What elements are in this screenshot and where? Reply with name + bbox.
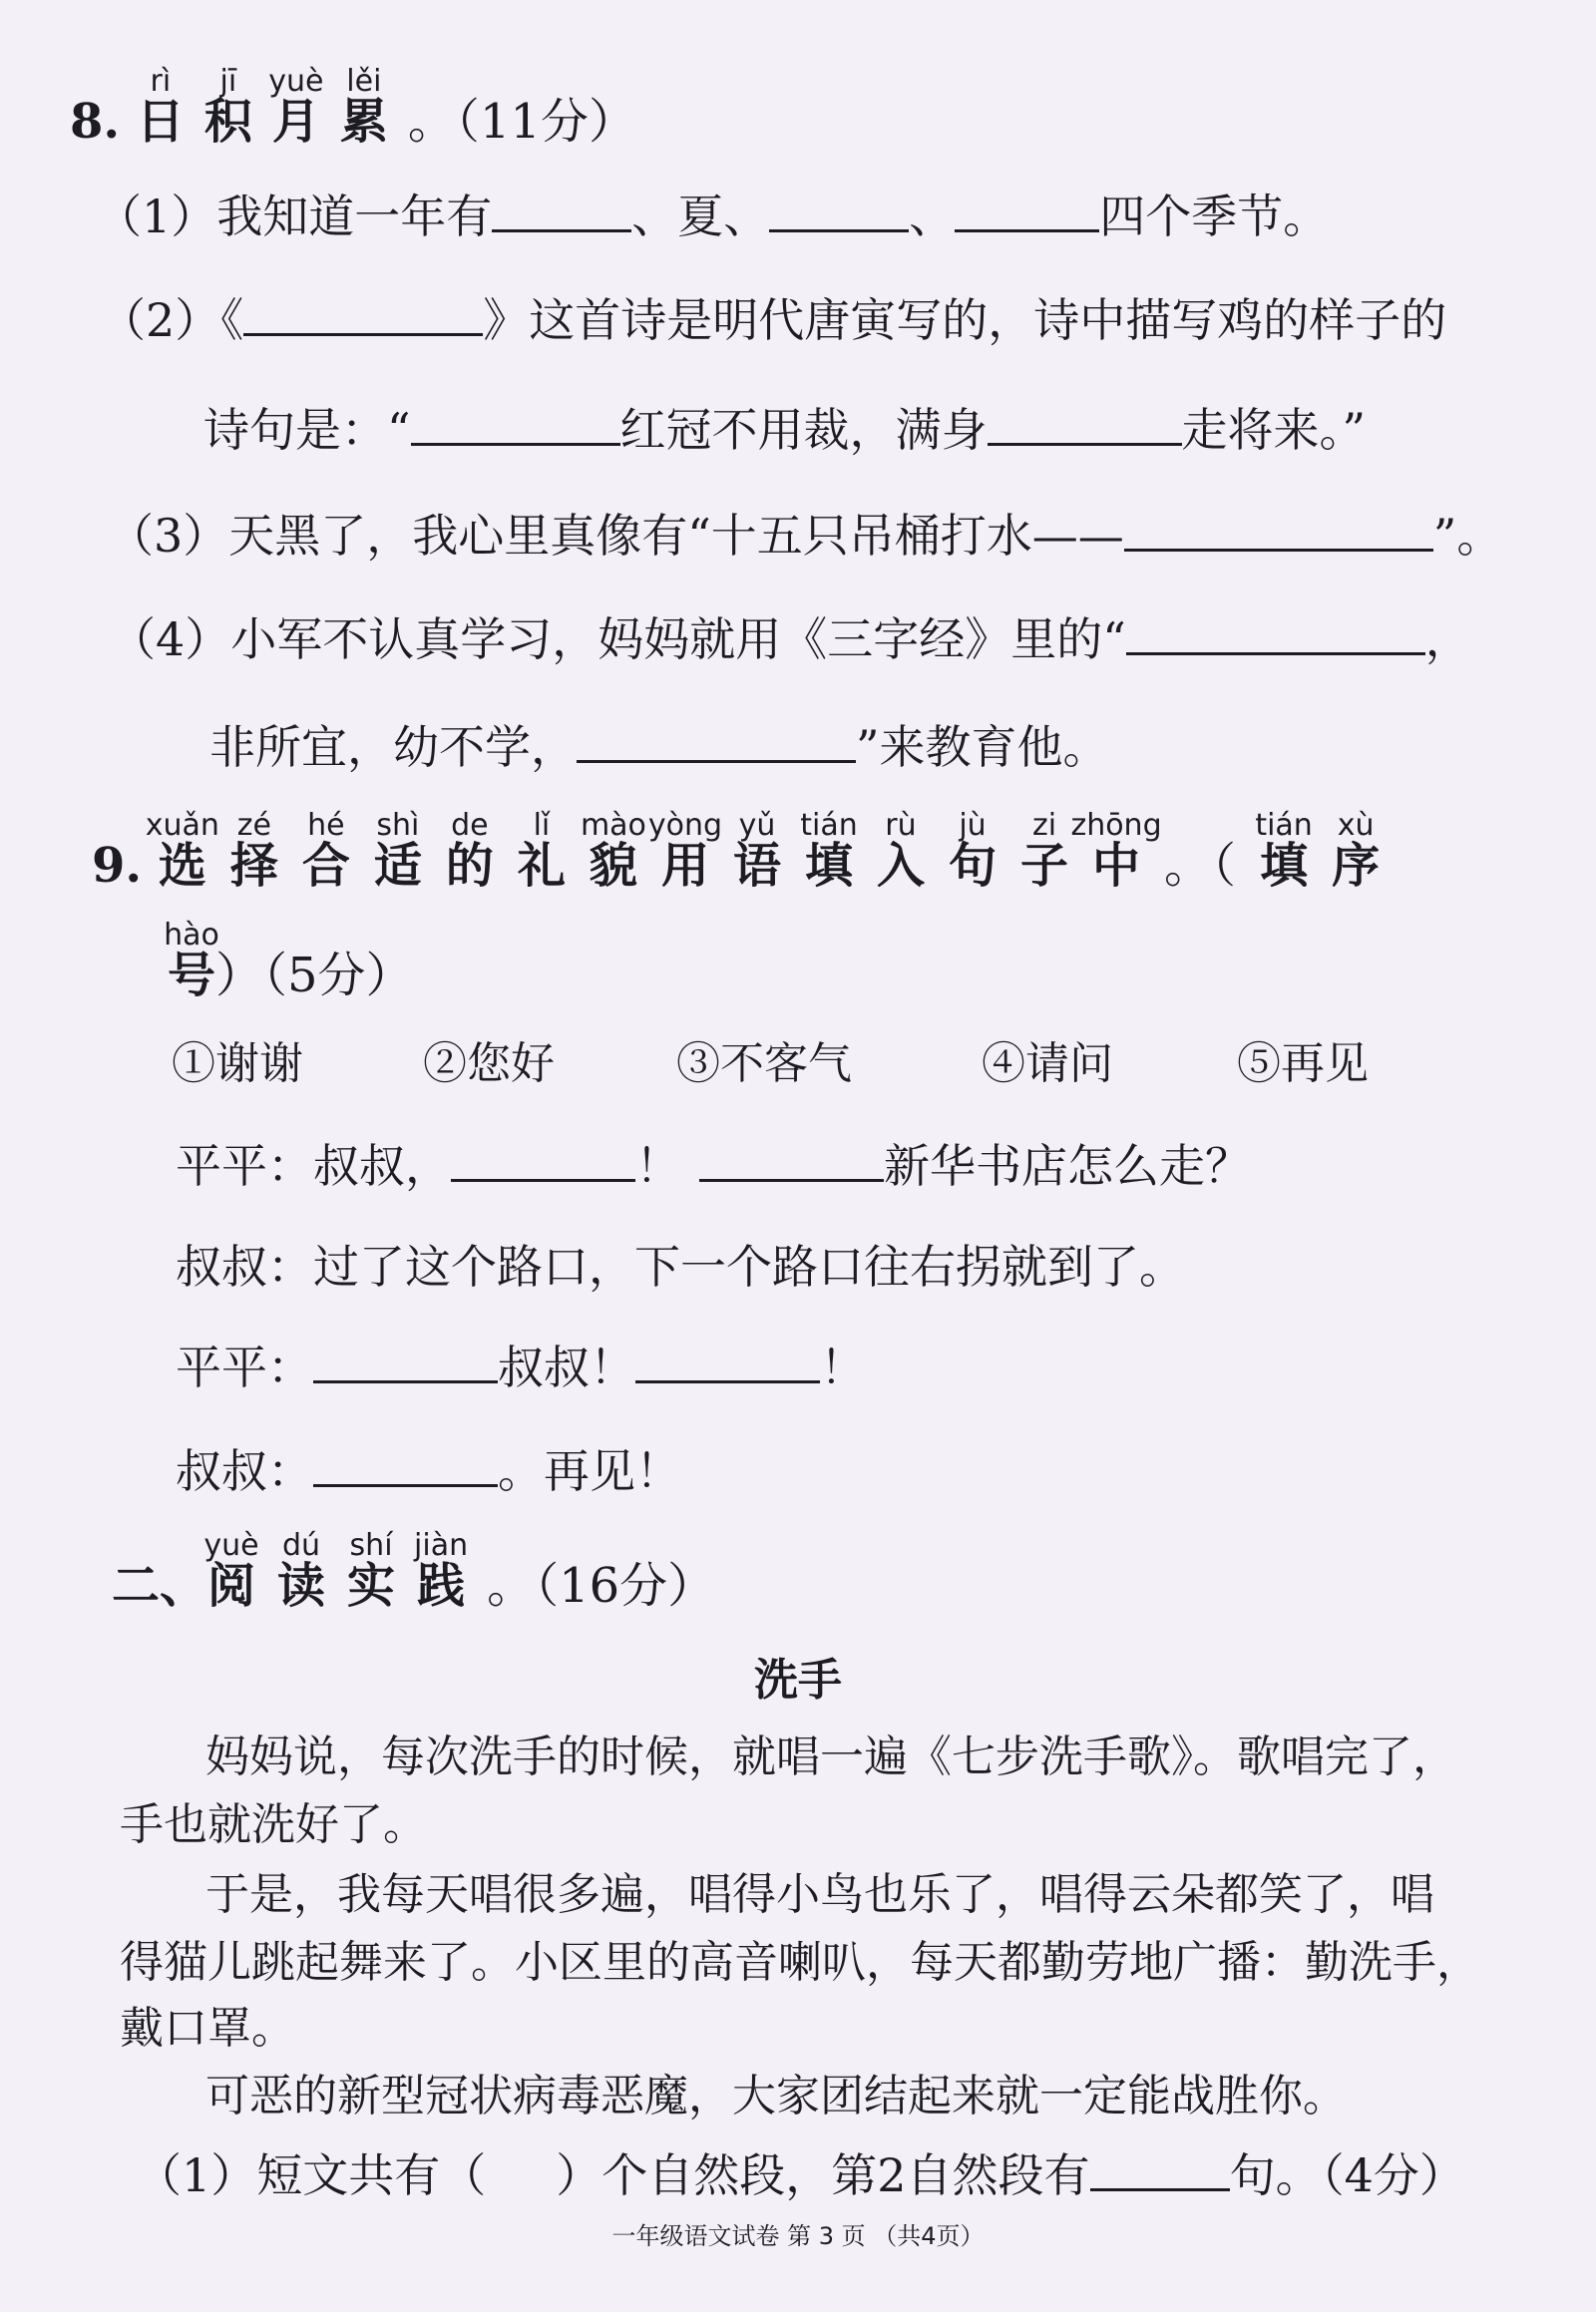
q9-title-char (1070, 808, 1162, 896)
q8-item4-text-d: ”来教育他。 (856, 720, 1109, 774)
q9-number: 9. (92, 838, 143, 894)
q9-title (92, 808, 1403, 896)
section2-q1-blank[interactable] (1090, 2144, 1230, 2191)
q9-title-line2 (164, 918, 414, 1005)
q8-title-char (268, 64, 324, 152)
q8-item2-blank-title[interactable] (243, 289, 483, 336)
section2-q1-text-a: （1）短文共有（ (136, 2148, 487, 2202)
q8-item1-text-d: 四个季节。 (1099, 190, 1330, 243)
section2-title-pinyin: shí (349, 1528, 393, 1563)
section2-title-hanzi: 读 (277, 1558, 326, 1614)
q9-title-char (301, 808, 350, 896)
q9-title-hanzi: 句 (949, 838, 998, 894)
q9-title-pinyin: de (451, 808, 489, 843)
q9-title-char (1020, 808, 1069, 896)
section2-title-char (347, 1528, 396, 1616)
q8-item2-blank2[interactable] (411, 399, 620, 446)
q8-title-hanzi: 月 (271, 94, 320, 150)
q8-title-char (136, 64, 185, 152)
q9-line2-char: 号 (168, 948, 216, 1003)
q8-item3-text-a: （3）天黑了，我心里真像有“十五只吊桶打水—— (108, 509, 1124, 563)
q8-item1-blank1[interactable] (492, 186, 631, 232)
q8-title-hanzi: 累 (339, 94, 388, 150)
q9-title-pinyin: tián (800, 808, 858, 843)
q9-line2-pinyin: hào (164, 918, 219, 953)
q9-option-2: ②您好 (423, 1038, 555, 1089)
q9-title-pinyin: hé (307, 808, 345, 843)
section2-q1-text-b: ）个自然段，第2自然段有 (556, 2148, 1090, 2202)
q9-title-hanzi: 的 (445, 838, 494, 894)
q8-item2-line1 (100, 289, 1446, 350)
q9-d1-blank1[interactable] (451, 1135, 635, 1182)
q8-item4-line2 (209, 716, 1109, 777)
passage-title: 洗手 (754, 1655, 842, 1706)
q9-title-pinyin: lǐ (533, 808, 551, 843)
q8-item1 (96, 186, 1329, 246)
q8-item3-text-b: ”。 (1432, 509, 1503, 563)
q8-title-pinyin: yuè (268, 64, 324, 99)
q9-option-1: ①谢谢 (172, 1038, 303, 1089)
q9-title-pinyin: xuǎn (145, 808, 219, 843)
q9-title-hanzi: 择 (229, 838, 278, 894)
q9-option-4: ④请问 (982, 1038, 1113, 1089)
passage-p2-line3: 戴口罩。 (120, 2003, 295, 2054)
q8-title-hanzi: 积 (203, 94, 252, 150)
q9-title-pinyin: xù (1337, 808, 1375, 843)
section2-title-char (414, 1528, 469, 1616)
section2-title-char (277, 1528, 326, 1616)
q9-title-char (647, 808, 723, 896)
q9-title-hanzi: 合 (301, 838, 350, 894)
q8-item3 (108, 505, 1502, 566)
q9-dialogue-3 (176, 1337, 866, 1397)
q9-title-hanzi: 语 (732, 838, 781, 894)
q9-dialogue-1 (176, 1135, 1251, 1196)
q8-item2-text-e: 走将来。” (1181, 403, 1367, 457)
q9-title-char (580, 808, 646, 896)
passage-p1-line2: 手也就洗好了。 (120, 1799, 427, 1850)
q9-title-char (732, 808, 781, 896)
q8-item4-text-b: ， (1424, 612, 1471, 666)
section2-q1 (136, 2144, 1465, 2205)
q9-d1-text-a: 平平：叔叔， (176, 1139, 451, 1193)
passage-p2-line1: 于是，我每天唱很多遍，唱得小鸟也乐了，唱得云朵都笑了，唱 (205, 1869, 1434, 1920)
section2-prefix: 二、 (112, 1558, 208, 1614)
q9-d4-blank[interactable] (313, 1440, 498, 1487)
q8-item2-text-d: 红冠不用裁，满身 (619, 403, 988, 457)
q9-title-hanzi: 序 (1332, 838, 1381, 894)
q9-dialogue-2: 叔叔：过了这个路口，下一个路口往右拐就到了。 (176, 1240, 1185, 1294)
q8-item2-text-b: 》这首诗是明代唐寅写的，诗中描写鸡的样子的 (483, 293, 1447, 347)
q9-option-3: ③不客气 (676, 1038, 852, 1089)
q9-title-char (949, 808, 998, 896)
q8-title-char (339, 64, 388, 152)
q9-title-char (876, 808, 925, 896)
q8-item4-line1 (110, 608, 1471, 669)
section2-title-chars (203, 1528, 487, 1614)
q8-item4-blank2[interactable] (577, 716, 856, 763)
q9-title-pinyin: zhōng (1070, 808, 1162, 843)
q9-title-pinyin: yòng (647, 808, 723, 843)
q8-title-pinyin: rì (150, 64, 172, 99)
q9-dialogue-4 (176, 1440, 681, 1501)
q9-d4-text-a: 叔叔： (176, 1444, 313, 1498)
q8-item1-text-c: 、 (909, 190, 956, 243)
section2-q1-text-c: 句。（4分） (1229, 2148, 1465, 2202)
q8-item2-line2 (203, 399, 1366, 460)
q9-d3-blank2[interactable] (635, 1337, 820, 1383)
q9-title-hanzi: 子 (1020, 838, 1069, 894)
q8-title-pinyin: jī (219, 64, 237, 99)
section2-title-pinyin: dú (282, 1528, 321, 1563)
q9-title-hanzi: 填 (1260, 838, 1309, 894)
q9-title-pinyin: mào (580, 808, 646, 843)
q8-title-chars (136, 64, 408, 150)
q9-title-pinyin: yǔ (738, 808, 776, 843)
q8-title-pinyin: lěi (346, 64, 382, 99)
q9-title-hanzi: 中 (1092, 838, 1141, 894)
q8-title-tail: 。（11分） (407, 94, 636, 150)
q9-title-hanzi: 貌 (589, 838, 637, 894)
q9-title-hanzi: 。（ (1164, 838, 1237, 894)
q9-d3-text-c: ！ (820, 1341, 866, 1394)
q8-title (70, 64, 636, 152)
q8-item1-blank3[interactable] (955, 186, 1099, 232)
q9-d3-text-a: 平平： (176, 1341, 313, 1394)
q9-title-char (373, 808, 422, 896)
q9-d3-text-b: 叔叔！ (498, 1341, 635, 1394)
q8-item1-text-a: （1）我知道一年有 (96, 190, 493, 243)
q8-item4-blank1[interactable] (1126, 608, 1425, 655)
q8-item2-text-a: （2）《 (100, 293, 244, 347)
q9-title-chars (145, 808, 1403, 894)
q9-title-char (445, 808, 494, 896)
q9-title-hanzi: 用 (660, 838, 709, 894)
q9-title-hanzi: 适 (373, 838, 422, 894)
section2-title-char (203, 1528, 259, 1616)
q8-item1-text-b: 、夏、 (631, 190, 770, 243)
q9-title-pinyin: zi (1031, 808, 1057, 843)
section2-title-hanzi: 实 (347, 1558, 396, 1614)
q9-title-char (800, 808, 858, 896)
q9-title-char (1332, 808, 1381, 896)
passage-p2-line2: 得猫儿跳起舞来了。小区里的高音喇叭，每天都勤劳地广播：勤洗手， (120, 1937, 1480, 1988)
q8-item2-blank3[interactable] (988, 399, 1182, 446)
q9-title-pinyin: zé (236, 808, 271, 843)
section2-title (112, 1528, 716, 1616)
q9-title-hanzi: 入 (876, 838, 925, 894)
passage-p3-line1: 可恶的新型冠状病毒恶魔，大家团结起来就一定能战胜你。 (205, 2071, 1347, 2121)
q9-title-pinyin: shì (376, 808, 420, 843)
q9-d3-blank1[interactable] (313, 1337, 498, 1383)
page-footer: 一年级语文试卷 第 3 页 （共4页） (611, 2222, 985, 2250)
section2-title-hanzi: 阅 (207, 1558, 256, 1614)
section2-title-hanzi: 践 (417, 1558, 466, 1614)
q9-title-char (229, 808, 278, 896)
q9-d1-text-c: 新华书店怎么走？ (884, 1139, 1251, 1193)
q9-line2-tail: ）（5分） (215, 948, 414, 1003)
q8-item4-text-c: 非所宜，幼不学， (209, 720, 577, 774)
q8-item4-text-a: （4）小军不认真学习，妈妈就用《三字经》里的“ (110, 612, 1126, 666)
q9-title-pinyin: tián (1255, 808, 1313, 843)
q9-title-char (1164, 836, 1236, 896)
q8-item1-blank2[interactable] (769, 186, 909, 232)
q9-title-pinyin: rù (885, 808, 917, 843)
q9-title-pinyin: jù (959, 808, 987, 843)
q9-title-hanzi: 礼 (517, 838, 566, 894)
passage-p1-line1: 妈妈说，每次洗手的时候，就唱一遍《七步洗手歌》。歌唱完了， (205, 1732, 1456, 1782)
q9-title-char (145, 808, 219, 896)
section2-tail: 。（16分） (487, 1558, 716, 1614)
q8-item2-text-c: 诗句是：“ (203, 403, 411, 457)
q9-title-hanzi: 填 (804, 838, 853, 894)
q8-title-char (203, 64, 252, 152)
q9-d1-blank2[interactable] (699, 1135, 884, 1182)
q9-title-char (517, 808, 566, 896)
q9-option-5: ⑤再见 (1237, 1038, 1369, 1089)
section2-title-pinyin: yuè (203, 1528, 259, 1563)
q9-d4-text-b: 。再见！ (498, 1444, 681, 1498)
q9-title-hanzi: 选 (158, 838, 206, 894)
q8-item3-blank[interactable] (1124, 505, 1433, 552)
q8-title-hanzi: 日 (136, 94, 185, 150)
q9-d1-text-b: ！ (635, 1139, 681, 1193)
section2-title-pinyin: jiàn (414, 1528, 469, 1563)
q9-title-char (1255, 808, 1313, 896)
q8-number: 8. (70, 94, 121, 150)
